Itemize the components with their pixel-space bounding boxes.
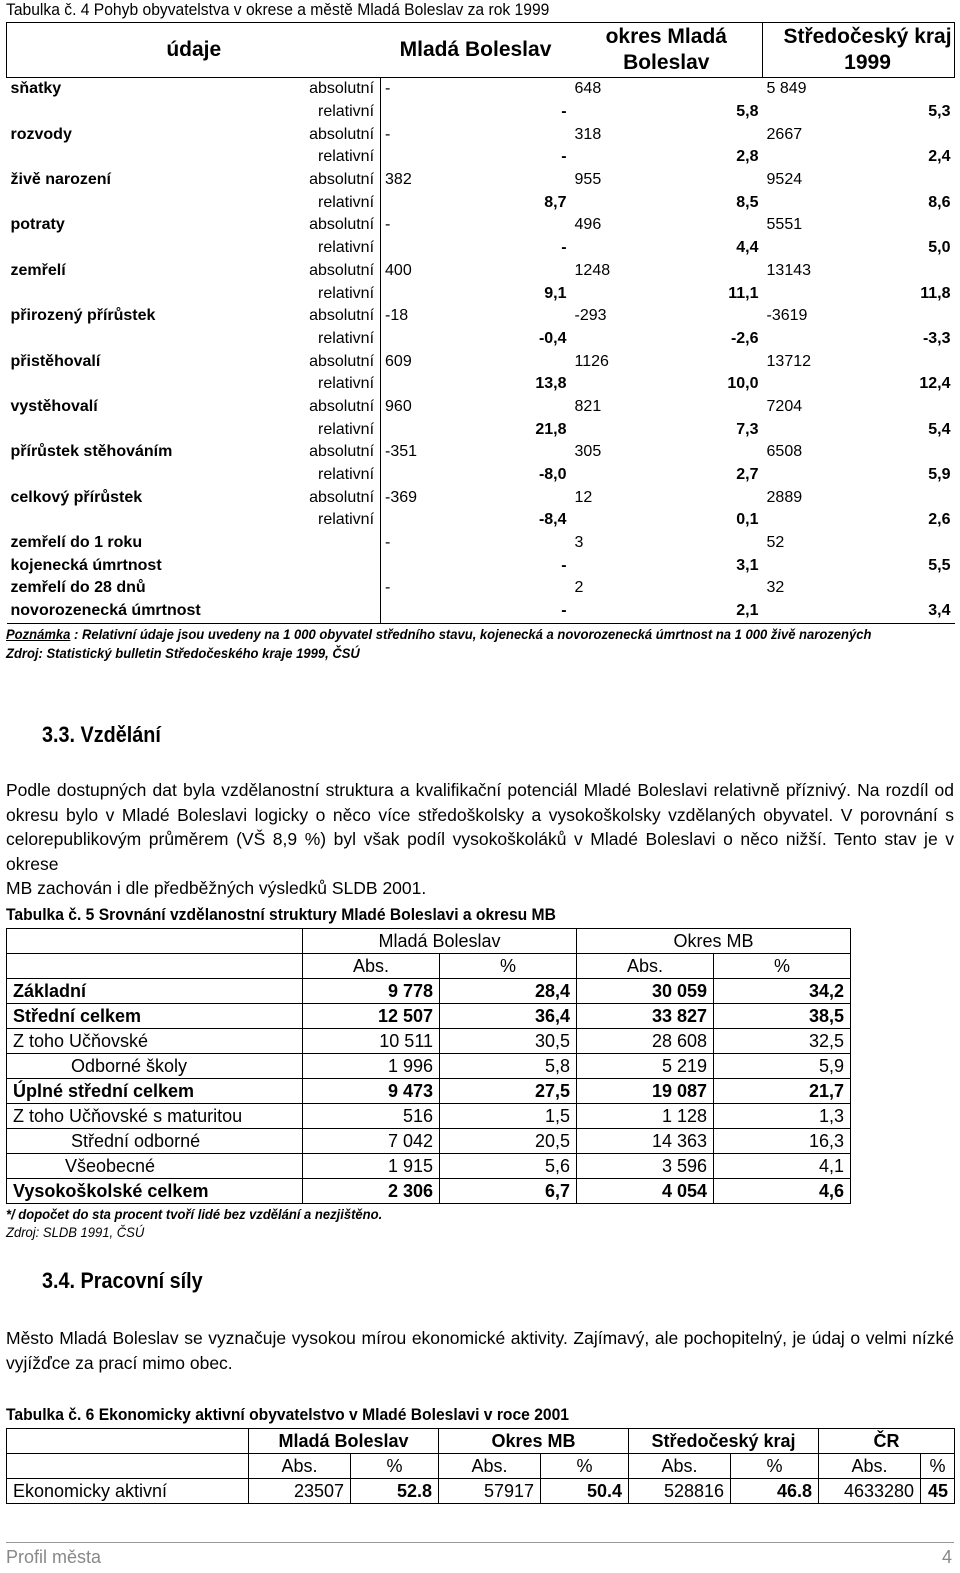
t6-group-header: Středočeský kraj: [629, 1429, 819, 1454]
t4-cell: 648: [574, 80, 602, 98]
t6-cell: 45: [921, 1479, 955, 1504]
t4-type-label: absolutní: [309, 397, 375, 415]
t5-cell: 5 219: [577, 1054, 714, 1079]
table-row: [7, 350, 955, 373]
t4-cell: 9524: [766, 171, 803, 189]
t4-row-label-empty: [7, 191, 307, 214]
t4-cell: 4,4: [736, 239, 759, 257]
t6-empty-header: [7, 1429, 249, 1454]
t4-cell: 960: [381, 396, 571, 419]
header-udaje: údaje: [7, 23, 381, 78]
table-row: [7, 1479, 955, 1504]
t6-empty-header: [7, 1454, 249, 1479]
t4-row-label-empty: [7, 373, 307, 396]
t4-row-label-empty: [7, 282, 307, 305]
t5-cell: 5,6: [440, 1154, 577, 1179]
economic-activity-table: [6, 1428, 955, 1504]
t4-type-label: relativní: [317, 375, 375, 393]
t4-cell: -: [381, 600, 571, 623]
t4-cell: 2: [574, 579, 584, 597]
t4-row-label-empty: [7, 237, 307, 260]
t4-cell: 3: [574, 534, 584, 552]
header-mlada-boleslav: Mladá Boleslav: [381, 23, 571, 78]
t4-type-label: relativní: [317, 148, 375, 166]
t4-cell: 305: [574, 443, 602, 461]
t4-cell: -: [381, 146, 571, 169]
t4-cell: 5551: [766, 216, 803, 234]
t5-cell: 19 087: [577, 1079, 714, 1104]
t4-cell: 7,3: [736, 420, 759, 438]
table-row: [7, 509, 955, 532]
t6-sub-header: %: [541, 1454, 629, 1479]
t5-cell: 16,3: [714, 1129, 851, 1154]
t4-cell: -: [381, 554, 571, 577]
t4-cell: 955: [574, 171, 602, 189]
table6-caption: Tabulka č. 6 Ekonomicky aktivní obyvatelstvo v Mladé Boleslavi v roce 2001: [6, 1405, 570, 1424]
t4-row-label: přírůstek stěhováním: [10, 443, 173, 461]
t4-type-label: relativní: [317, 239, 375, 257]
t5-sub-header: Abs.: [577, 954, 714, 979]
t5-cell: 27,5: [440, 1079, 577, 1104]
table-row: [7, 328, 955, 351]
t4-cell: -3,3: [922, 329, 951, 347]
t4-type-label: relativní: [317, 466, 375, 484]
t4-type-label: relativní: [317, 193, 375, 211]
section-heading-vzdelani: 3.3. Vzdělání: [42, 722, 161, 747]
table-row: [7, 237, 955, 260]
t4-row-label: vystěhovalí: [10, 397, 98, 415]
t4-cell: 2,7: [736, 466, 759, 484]
t4-cell: 0,1: [736, 511, 759, 529]
table4-note: Poznámka : Relativní údaje jsou uvedeny na 1 000 obyvatel středního stavu, kojenecká a novorozenecká úmrtnost na 1 000 živě narozených: [6, 626, 872, 642]
t4-cell: -0,4: [381, 328, 571, 351]
t5-cell: 1 915: [303, 1154, 440, 1179]
t5-cell: 1 996: [303, 1054, 440, 1079]
table-row: [7, 396, 955, 419]
table-row: [7, 101, 955, 124]
t5-cell: 4,1: [714, 1154, 851, 1179]
t5-cell: 14 363: [577, 1129, 714, 1154]
t4-cell: 8,6: [928, 193, 951, 211]
t5-cell: 20,5: [440, 1129, 577, 1154]
t4-cell: 821: [574, 397, 602, 415]
t5-cell: 36,4: [440, 1004, 577, 1029]
t4-row-label: zemřelí: [10, 261, 66, 279]
t4-cell: 5,5: [928, 556, 951, 574]
t4-type-label: absolutní: [309, 216, 375, 234]
t5-cell: 516: [303, 1104, 440, 1129]
t4-cell: -: [381, 577, 571, 600]
t5-row-label: Odborné školy: [7, 1054, 303, 1079]
t4-row-label: přistěhovalí: [10, 352, 101, 370]
table-row: [7, 1129, 851, 1154]
t4-row-label: kojenecká úmrtnost: [10, 556, 162, 574]
t4-cell: 12: [574, 488, 593, 506]
t4-cell: 400: [381, 260, 571, 283]
table-row: [7, 1054, 851, 1079]
t4-cell: 1126: [574, 352, 609, 370]
t4-cell: 609: [381, 350, 571, 373]
t4-type-label: absolutní: [309, 307, 375, 325]
t4-cell: -3619: [766, 307, 808, 325]
t5-cell: 10 511: [303, 1029, 440, 1054]
table5-caption: Tabulka č. 5 Srovnání vzdělanostní struktury Mladé Boleslavi a okresu MB: [6, 905, 556, 924]
t4-cell: 21,8: [381, 418, 571, 441]
t5-cell: 5,8: [440, 1054, 577, 1079]
t4-cell: 382: [381, 169, 571, 192]
t5-cell: 1,5: [440, 1104, 577, 1129]
t6-group-header: Mladá Boleslav: [249, 1429, 439, 1454]
t4-type-label: relativní: [317, 329, 375, 347]
table5-source: Zdroj: SLDB 1991, ČSÚ: [6, 1224, 145, 1240]
t5-cell: 7 042: [303, 1129, 440, 1154]
footer-rule: [6, 1542, 954, 1543]
t4-type-label: relativní: [317, 103, 375, 121]
t4-type-label: relativní: [317, 284, 375, 302]
t4-cell: -351: [381, 441, 571, 464]
section34-paragraph: Město Mladá Boleslav se vyznačuje vysokou mírou ekonomické aktivity. Zajímavý, ale pochopitelný, je údaj o velmi nízké vyjížďce za prací mimo obec.: [6, 1328, 954, 1373]
t4-cell: 11,1: [728, 284, 759, 302]
t4-cell: 3,4: [763, 600, 955, 623]
t4-row-label-empty: [7, 146, 307, 169]
t4-cell: 5,4: [928, 420, 951, 438]
t4-cell: -2,6: [730, 329, 759, 347]
table-row: [7, 1079, 851, 1104]
table-row: [7, 305, 955, 328]
t5-sub-header: Abs.: [303, 954, 440, 979]
t4-cell: -: [381, 123, 571, 146]
t5-cell: 12 507: [303, 1004, 440, 1029]
table-row: [7, 123, 955, 146]
t5-cell: 30 059: [577, 979, 714, 1004]
t4-cell: 3,1: [736, 556, 759, 574]
t5-cell: 33 827: [577, 1004, 714, 1029]
t4-row-label: živě narození: [10, 171, 111, 189]
table-row: [7, 1154, 851, 1179]
t4-row-label: rozvody: [10, 125, 72, 143]
t4-row-label-empty: [7, 464, 307, 487]
t5-cell: 9 778: [303, 979, 440, 1004]
t4-row-label: přirozený přírůstek: [10, 307, 156, 325]
t6-group-header: ČR: [819, 1429, 955, 1454]
table-row: [7, 1029, 851, 1054]
population-movement-table: [6, 22, 955, 624]
table-row: [7, 260, 955, 283]
table-row: [7, 464, 955, 487]
t4-cell: 12,4: [919, 375, 951, 393]
t4-cell: 7204: [766, 397, 803, 415]
table-row: [7, 373, 955, 396]
t4-cell: 2667: [766, 125, 803, 143]
t4-type-label: absolutní: [309, 488, 375, 506]
t5-cell: 1,3: [714, 1104, 851, 1129]
t5-empty-header: [7, 954, 303, 979]
t5-cell: 21,7: [714, 1079, 851, 1104]
header-okres: okres Mladá Boleslav: [571, 23, 763, 78]
t6-cell: 528816: [629, 1479, 731, 1504]
t5-row-label: Z toho Učňovské: [7, 1029, 303, 1054]
t4-cell: 13,8: [381, 373, 571, 396]
t6-row-label: Ekonomicky aktivní: [7, 1479, 249, 1504]
education-table: [6, 928, 851, 1204]
t6-sub-header: %: [731, 1454, 819, 1479]
table4-source: Zdroj: Statistický bulletin Středočeského kraje 1999, ČSÚ: [6, 645, 360, 661]
header-kraj: Středočeský kraj 1999: [763, 23, 955, 78]
t4-cell: -: [381, 101, 571, 124]
table-row: [7, 169, 955, 192]
t4-row-label: zemřelí do 28 dnů: [10, 579, 146, 597]
t6-sub-header: Abs.: [249, 1454, 351, 1479]
t4-cell: 2,1: [571, 600, 763, 623]
t5-row-label: Všeobecné: [7, 1154, 303, 1179]
t4-cell: 8,7: [381, 191, 571, 214]
t4-cell: 13712: [766, 352, 812, 370]
t6-cell: 4633280: [819, 1479, 921, 1504]
t5-cell: 2 306: [303, 1179, 440, 1204]
t4-cell: 13143: [766, 261, 812, 279]
t4-cell: 6508: [766, 443, 803, 461]
footer-left: Profil města: [6, 1547, 102, 1567]
t4-row-label: sňatky: [10, 80, 62, 98]
table5-note: */ dopočet do sta procent tvoří lidé bez vzdělání a nezjištěno.: [6, 1206, 383, 1222]
t5-sub-header: %: [440, 954, 577, 979]
t4-cell: 2,8: [736, 148, 759, 166]
t5-row-label: Základní: [7, 979, 303, 1004]
table-row: [7, 979, 851, 1004]
section33-paragraph: Podle dostupných dat byla vzdělanostní struktura a kvalifikační potenciál Mladé Boleslavi relativně příznivý. Na rozdíl od okresu bylo v Mladé Boleslavi logicky o něco více středoškolsky a vysokoškolsky vzdělaných obyvatel. V porovnání s celorepublikovým průměrem (VŠ 8,9 %) byl však podíl vysokoškoláků v Mladé Boleslavi o něco nižší. Tento stav je v okrese MB zachován i dle předběžných výsledků SLDB 2001.: [6, 780, 954, 898]
t5-cell: 32,5: [714, 1029, 851, 1054]
t4-type-label: relativní: [317, 420, 375, 438]
t5-row-label: Střední celkem: [7, 1004, 303, 1029]
t4-cell: -: [381, 237, 571, 260]
t5-cell: 3 596: [577, 1154, 714, 1179]
t5-sub-header: %: [714, 954, 851, 979]
t4-type-label: absolutní: [309, 352, 375, 370]
t4-cell: -: [381, 78, 571, 101]
t4-type-label: absolutní: [309, 80, 375, 98]
t4-cell: 8,5: [736, 193, 759, 211]
t4-cell: 5 849: [766, 80, 807, 98]
t4-row-label-empty: [7, 418, 307, 441]
t4-cell: 1248: [574, 261, 611, 279]
t4-cell: 496: [574, 216, 602, 234]
footer-page-number: 4: [941, 1547, 952, 1567]
t4-row-label: zemřelí do 1 roku: [10, 534, 143, 552]
t4-cell: 2,4: [928, 148, 951, 166]
table-row: [7, 1179, 851, 1204]
t4-cell: 2,6: [928, 511, 951, 529]
table-row: [7, 191, 955, 214]
t5-cell: 5,9: [714, 1054, 851, 1079]
t5-row-label: Z toho Učňovské s maturitou: [7, 1104, 303, 1129]
t4-type-label: absolutní: [309, 125, 375, 143]
t5-cell: 9 473: [303, 1079, 440, 1104]
t5-cell: 30,5: [440, 1029, 577, 1054]
t6-cell: 52.8: [351, 1479, 439, 1504]
t5-row-label: Úplné střední celkem: [7, 1079, 303, 1104]
t4-cell: -293: [574, 307, 607, 325]
t6-cell: 57917: [439, 1479, 541, 1504]
t5-cell: 6,7: [440, 1179, 577, 1204]
t4-cell: 318: [574, 125, 602, 143]
table-row: [7, 418, 955, 441]
t4-cell: -8,4: [381, 509, 571, 532]
table-row: [7, 441, 955, 464]
t5-cell: 28 608: [577, 1029, 714, 1054]
t5-row-label: Střední odborné: [7, 1129, 303, 1154]
t6-cell: 46.8: [731, 1479, 819, 1504]
t6-group-header: Okres MB: [439, 1429, 629, 1454]
t4-cell: 5,3: [928, 103, 951, 121]
t6-cell: 50.4: [541, 1479, 629, 1504]
t5-cell: 38,5: [714, 1004, 851, 1029]
t6-cell: 23507: [249, 1479, 351, 1504]
t6-sub-header: Abs.: [629, 1454, 731, 1479]
t6-sub-header: Abs.: [819, 1454, 921, 1479]
t4-cell: -8,0: [381, 464, 571, 487]
t4-cell: -: [381, 214, 571, 237]
t4-row-label-empty: [7, 101, 307, 124]
table-row: [7, 214, 955, 237]
t6-sub-header: Abs.: [439, 1454, 541, 1479]
table-row: [7, 78, 955, 101]
t4-cell: 5,9: [928, 466, 951, 484]
t4-type-label: relativní: [317, 511, 375, 529]
t4-cell: 9,1: [381, 282, 571, 305]
t4-cell: -: [381, 532, 571, 555]
t5-cell: 1 128: [577, 1104, 714, 1129]
table-row: [7, 1004, 851, 1029]
t4-type-label: absolutní: [309, 443, 375, 461]
t5-empty-header: [7, 929, 303, 954]
t5-cell: 28,4: [440, 979, 577, 1004]
table-row: [7, 282, 955, 305]
t4-cell: 2889: [766, 488, 803, 506]
t4-cell: 5,8: [736, 103, 759, 121]
t4-cell: -369: [381, 486, 571, 509]
t4-cell: 10,0: [727, 375, 759, 393]
t5-group-header: Okres MB: [577, 929, 851, 954]
t5-cell: 34,2: [714, 979, 851, 1004]
t5-row-label: Vysokoškolské celkem: [7, 1179, 303, 1204]
table-row: [7, 577, 955, 600]
t4-row-label: potraty: [10, 216, 65, 234]
table4-caption: Tabulka č. 4 Pohyb obyvatelstva v okrese a městě Mladá Boleslav za rok 1999: [6, 0, 550, 19]
t4-row-label: novorozenecká úmrtnost: [7, 600, 381, 623]
table-row: [7, 600, 955, 623]
table-row: [7, 1104, 851, 1129]
t6-sub-header: %: [351, 1454, 439, 1479]
t5-cell: 4 054: [577, 1179, 714, 1204]
t5-group-header: Mladá Boleslav: [303, 929, 577, 954]
table-row: [7, 532, 955, 555]
t4-cell: 5,0: [928, 239, 951, 257]
table-row: [7, 486, 955, 509]
t4-cell: 32: [766, 579, 785, 597]
t4-type-label: absolutní: [309, 171, 375, 189]
t4-cell: 52: [766, 534, 785, 552]
t5-cell: 4,6: [714, 1179, 851, 1204]
t4-cell: -18: [381, 305, 571, 328]
t4-type-label: absolutní: [309, 261, 375, 279]
t6-sub-header: %: [921, 1454, 955, 1479]
table-row: [7, 146, 955, 169]
t4-row-label: celkový přírůstek: [10, 488, 143, 506]
t4-row-label-empty: [7, 509, 307, 532]
table-row: [7, 554, 955, 577]
t4-cell: 11,8: [920, 284, 951, 302]
section-heading-pracovni-sily: 3.4. Pracovní síly: [42, 1268, 203, 1293]
t4-row-label-empty: [7, 328, 307, 351]
